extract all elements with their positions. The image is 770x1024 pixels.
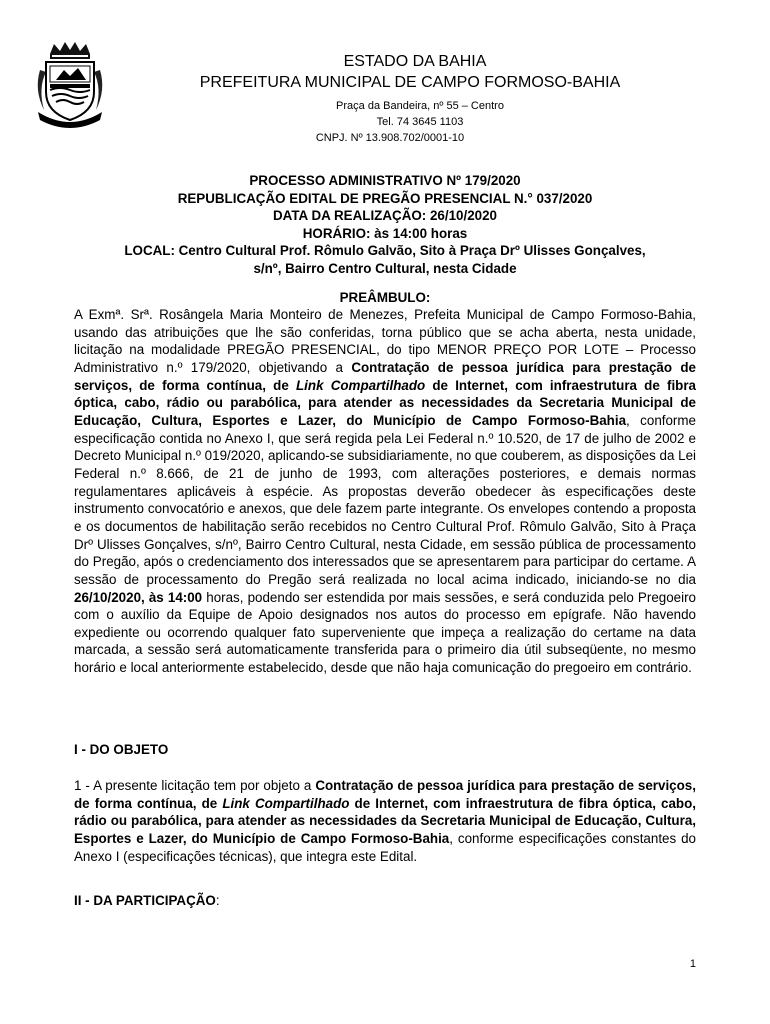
contact-block xyxy=(120,98,700,146)
phone: Tel. 74 3645 1103 xyxy=(376,116,464,128)
process-number: PROCESSO ADMINISTRATIVO Nº 179/2020 xyxy=(249,173,521,188)
preambulo-text-3: horas, podendo ser estendida por mais sessões, e será conduzida pelo Pregoeiro com o auxílio da Equipe de Apoio designados nos autos do processo em epígrafe. Não havendo expediente ou ocorrendo qualquer fato superveniente que impeça a realização do certame na data marcada, a sessão será automaticamente transferida para o primeiro dia útil subseqüente, no mesmo horário e local anteriormente estabelecido, desde que não haja comunicação do pregoeiro em contrário. xyxy=(74,589,696,676)
municipal-crest-icon xyxy=(34,40,106,130)
objeto-text-1: 1 - A presente licitação tem por objeto a xyxy=(74,778,316,793)
preambulo-italic-1: Link Compartilhado xyxy=(295,377,426,393)
realization-date: DATA DA REALIZAÇÃO: 26/10/2020 xyxy=(273,208,497,224)
preambulo-bold-1: Contratação de pessoa jurídica para prestação de serviços, de forma contínua, de xyxy=(74,359,696,393)
participacao-colon: : xyxy=(215,893,220,908)
state-name: ESTADO DA BAHIA xyxy=(343,53,487,70)
letterhead xyxy=(120,52,700,146)
address: Praça da Bandeira, nº 55 – Centro xyxy=(336,100,504,112)
cnpj: CNPJ. Nº 13.908.702/0001-10 xyxy=(315,132,465,144)
edital-title: REPUBLICAÇÃO EDITAL DE PREGÃO PRESENCIAL N.° 037/2020 xyxy=(177,190,593,206)
preambulo-bold-date: 26/10/2020, às 14:00 xyxy=(74,589,203,605)
objeto-heading: I - DO OBJETO xyxy=(74,742,169,757)
location-line-2: s/nº, Bairro Centro Cultural, nesta Cidade xyxy=(253,260,517,276)
schedule-time: HORÁRIO: às 14:00 horas xyxy=(302,225,468,241)
process-titles xyxy=(74,172,696,278)
objeto-bold-2: de Internet, com infraestrutura de fibra óptica, cabo, rádio ou parabólica, para atender as necessidades da Secretaria Municipal de Educação, Cultura, Esportes e Lazer, do Município de Campo Formoso-Bahia xyxy=(74,795,697,846)
objeto-text-2: , conforme especificações constantes do Anexo I (especificações técnicas), que integra este Edital. xyxy=(74,830,696,864)
objeto-bold-1: Contratação de pessoa jurídica para prestação de serviços, de forma contínua, de xyxy=(74,778,696,811)
preambulo-paragraph xyxy=(74,306,696,677)
preambulo-text-1: A Exmª. Srª. Rosângela Maria Monteiro de Menezes, Prefeita Municipal de Campo Formoso-Bahia, usando das atribuições que lhe são conferidas, torna público que se acha aberta, nesta unidade, licitação na modalidade PREGÃO PRESENCIAL, do tipo MENOR PREÇO POR LOTE – Processo Administrativo n.º 179/2020, objetivando a xyxy=(74,307,696,375)
preambulo-text-2: , conforme especificação contida no Anexo I, que será regida pela Lei Federal n.º 10.520, de 17 de julho de 2002 e Decreto Municipal n.º 019/2020, aplicando-se subsidiariamente, no que couberem, as disposições da Lei Federal n.º 8.666, de 21 de junho de 1993, com alterações posteriores, e demais normas regulamentares aplicáveis à espécie. As propostas deverão obedecer às especificações deste instrumento convocatório e anexos, que dele fazem parte integrante. Os envelopes contendo a proposta e os documentos de habilitação serão recebidos no Centro Cultural Prof. Rômulo Galvão, Sito à Praça Drº Ulisses Gonçalves, s/nº, Bairro Centro Cultural, nesta Cidade, em sessão pública de processamento do Pregão, após o credenciamento dos interessados que se apresentarem para participar do certame. A sessão de processamento do Pregão será realizada no local acima indicado, iniciando-se no dia xyxy=(74,412,696,587)
prefeitura-name: PREFEITURA MUNICIPAL DE CAMPO FORMOSO-BAHIA xyxy=(199,74,621,91)
preambulo-bold-2: de Internet, com infraestrutura de fibra óptica, cabo, rádio ou parabólica, para atender as necessidades da Secretaria Municipal de Educação, Cultura, Esportes e Lazer, do Município de Campo Formoso-Bahia xyxy=(74,377,697,428)
location-line-1: LOCAL: Centro Cultural Prof. Rômulo Galvão, Sito à Praça Drº Ulisses Gonçalves, xyxy=(124,243,646,259)
participacao-heading xyxy=(74,893,220,908)
preambulo-heading: PREÂMBULO: xyxy=(339,290,431,305)
page-number: 1 xyxy=(689,958,696,970)
objeto-italic-1: Link Compartilhado xyxy=(222,795,350,811)
objeto-paragraph xyxy=(74,777,696,865)
participacao-title: II - DA PARTICIPAÇÃO xyxy=(74,893,216,908)
